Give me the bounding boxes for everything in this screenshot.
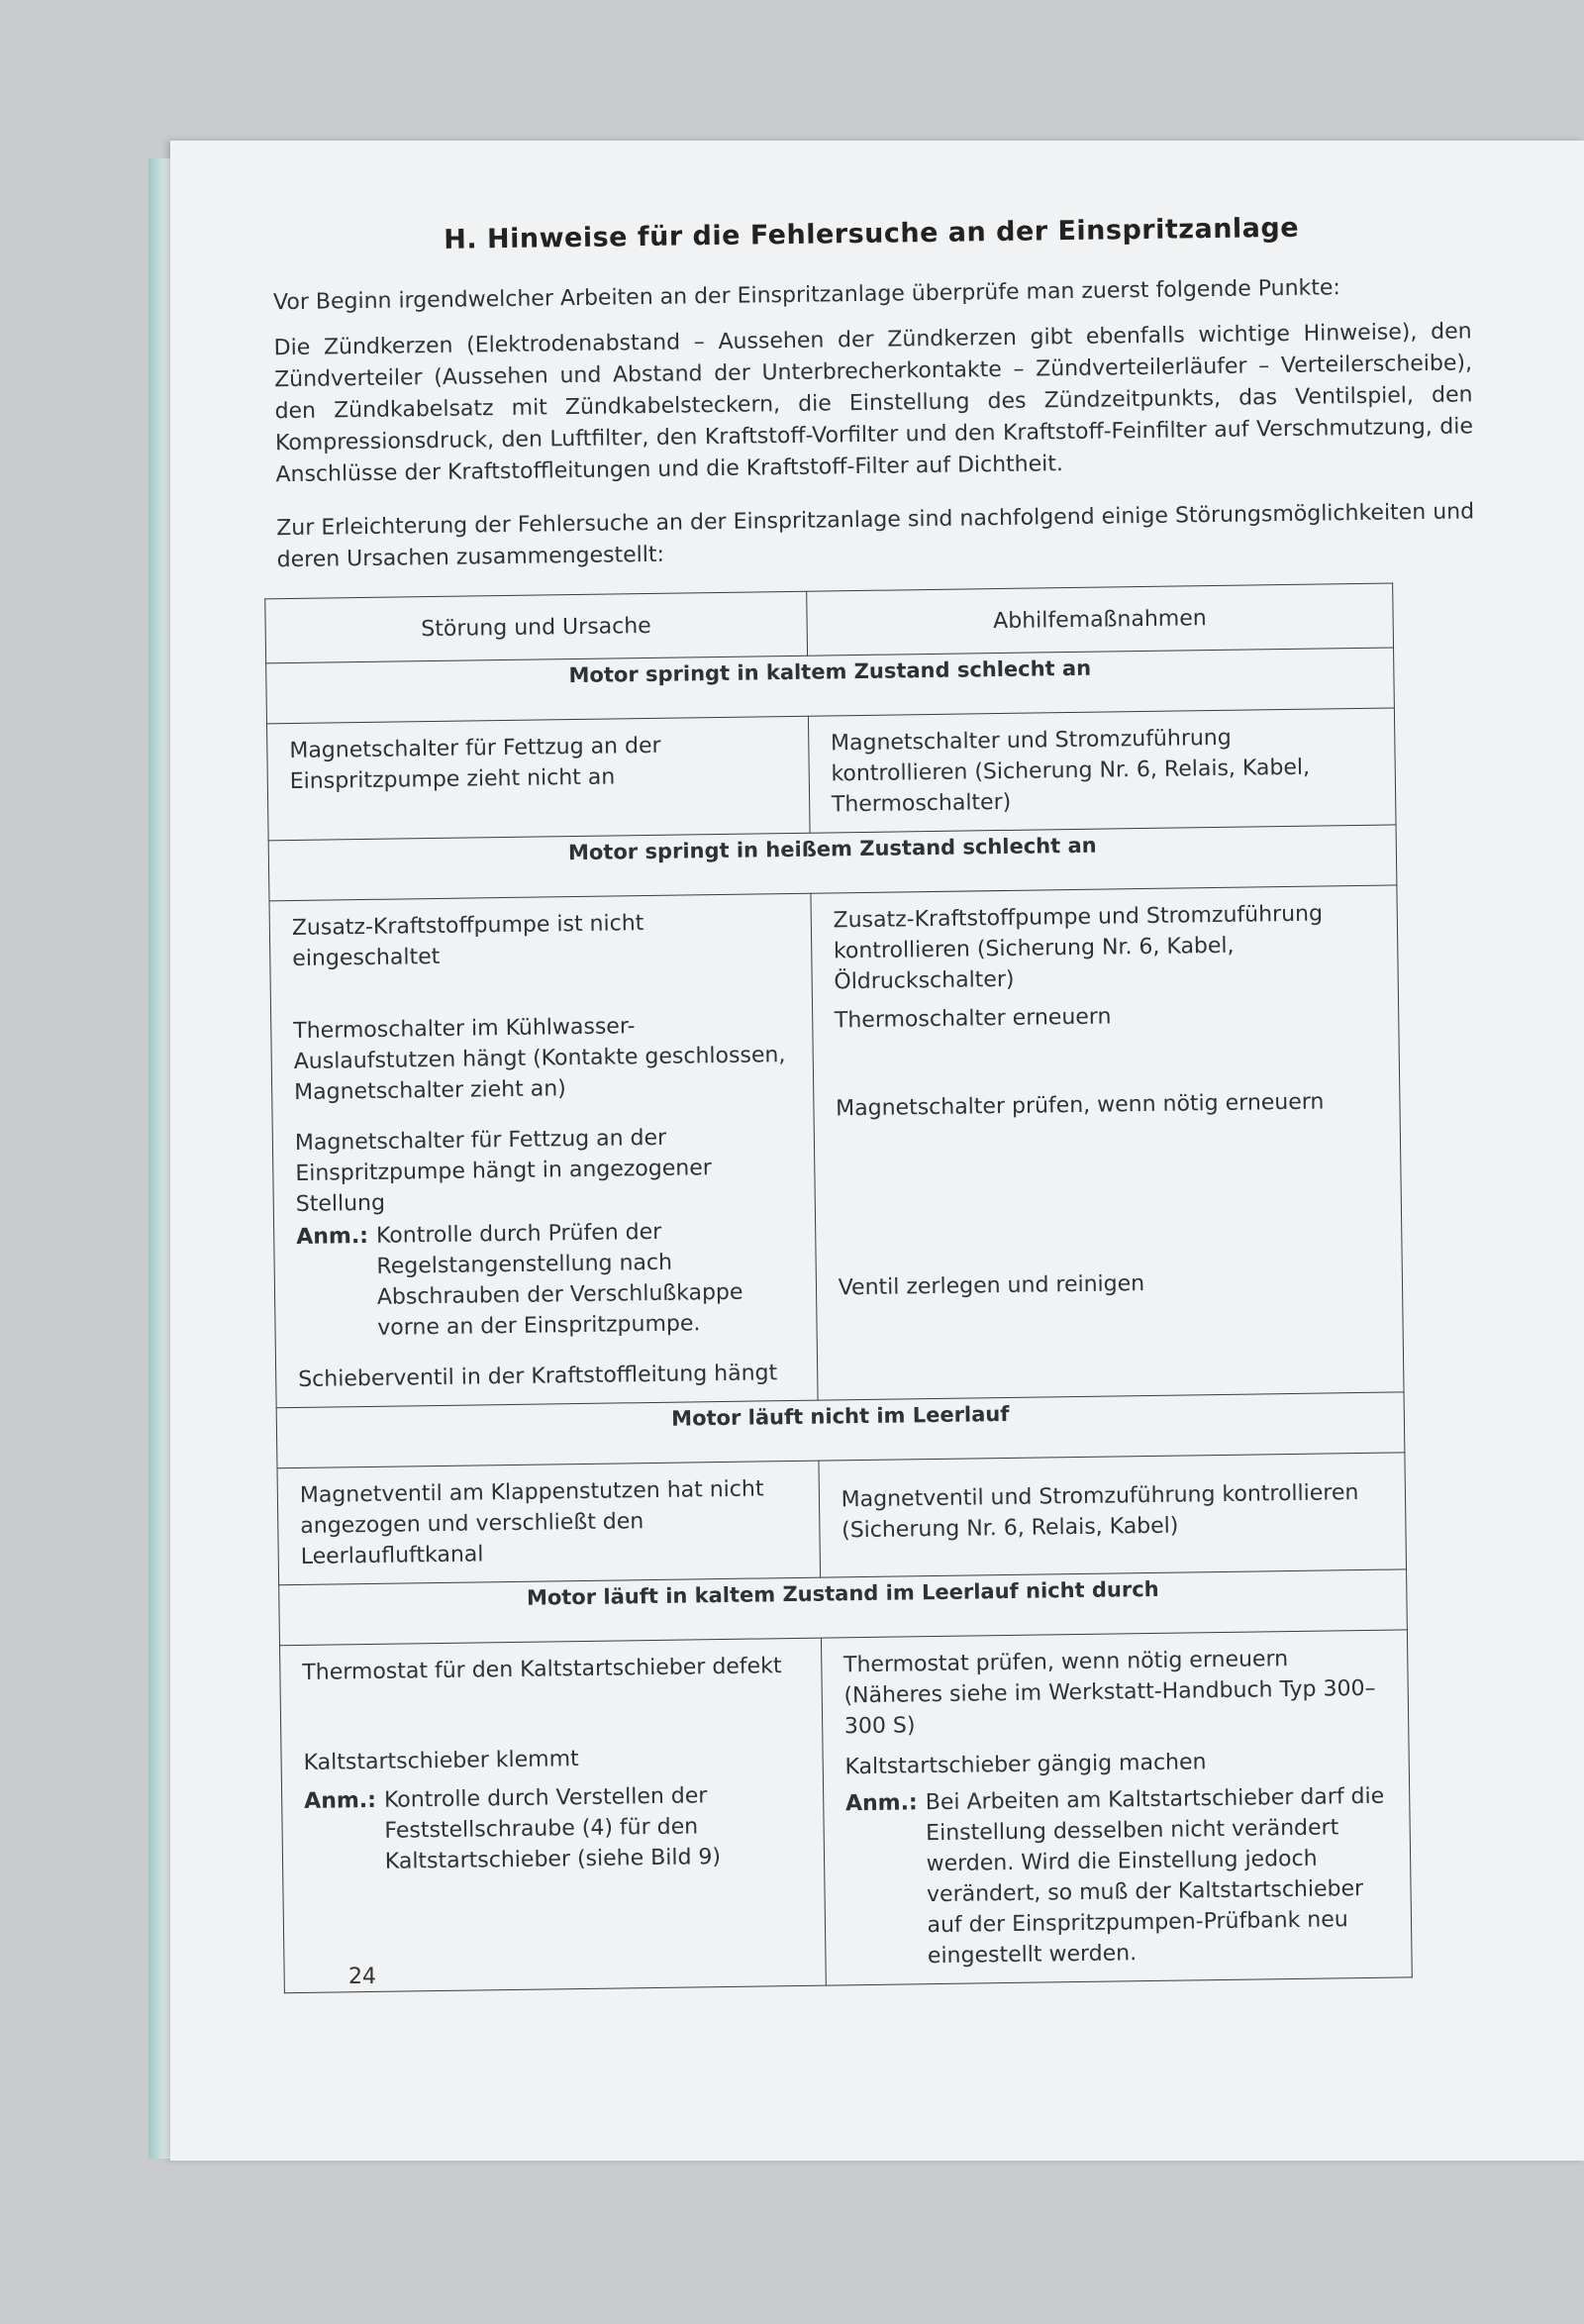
remedy-cell bbox=[808, 708, 1396, 833]
cause-cell bbox=[269, 893, 818, 1408]
note-text: Bei Arbeiten am Kaltstartschieber darf die Einstellung desselben nicht verändert werden. Wird die Einstellung jedoch verändert, so muß der Kaltstartschieber auf der Einspritzpumpen-Prüfbank neu eingestellt werden. bbox=[925, 1783, 1385, 1970]
section-title: Motor springt in kaltem Zustand schlecht an bbox=[266, 648, 1395, 724]
note-text: Kontrolle durch Verstellen der Feststellschraube (4) für den Kaltstartschieber (siehe Bild 9) bbox=[383, 1783, 722, 1874]
cause-item: Zusatz-Kraftstoffpumpe ist nicht eingeschaltet bbox=[291, 911, 644, 972]
checklist-paragraph: Die Zündkerzen (Elektrodenabstand – Aussehen der Zündkerzen gibt ebenfalls wichtige Hinweise), den Zündverteiler (Aussehen und Abstand der Unterbrecherkontakte – Zündverteilerläufer – Verteilerscheibe), den Zündkabelsatz mit Zündkabelsteckern, die Einstellung des Zündzeitpunkts, das Ventilspiel, den Kompressionsdruck, den Luftfilter, den Kraftstoff-Vorfilter und den Kraftstoff-Feinfilter auf Verschmutzung, die Anschlüsse der Kraftstoffleitungen und die Kraftstoff-Filter auf Dichtheit. bbox=[273, 319, 1474, 488]
cause-item: Magnetschalter für Fettzug an der Einspritzpumpe zieht nicht an bbox=[289, 733, 661, 795]
remedy-item: Zusatz-Kraftstoffpumpe und Stromzuführung kontrollieren (Sicherung Nr. 6, Kabel, Öldruckschalter) bbox=[833, 901, 1324, 995]
page-content bbox=[218, 210, 1549, 1994]
remedy-cell bbox=[821, 1630, 1412, 1985]
cause-cell bbox=[266, 716, 809, 841]
remedy-note bbox=[845, 1781, 1392, 1973]
section-title: Motor springt in heißem Zustand schlecht an bbox=[268, 825, 1397, 901]
cause-item: Schieberventil in der Kraftstoffleitung hängt bbox=[298, 1361, 778, 1392]
section-title: Motor läuft in kaltem Zustand im Leerlauf nicht durch bbox=[279, 1569, 1408, 1646]
table-row bbox=[279, 1630, 1412, 1993]
remedy-item: Magnetventil und Stromzuführung kontrollieren (Sicherung Nr. 6, Relais, Kabel) bbox=[841, 1480, 1359, 1544]
remedy-item: Magnetschalter prüfen, wenn nötig erneuern bbox=[836, 1089, 1325, 1122]
remedy-item: Ventil zerlegen und reinigen bbox=[838, 1271, 1145, 1301]
table-row bbox=[277, 1453, 1407, 1585]
troubleshooting-table bbox=[264, 582, 1413, 1993]
page-number: 24 bbox=[348, 1965, 376, 1989]
intro-paragraph: Vor Beginn irgendwelcher Arbeiten an der Einspritzanlage überprüfe man zuerst folgende Punkte: bbox=[272, 275, 1341, 316]
remedy-item: Thermostat prüfen, wenn nötig erneuern (Näheres siehe im Werkstatt-Handbuch Typ 300–300 S) bbox=[842, 1647, 1376, 1740]
header-remedy: Abhilfemaßnahmen bbox=[806, 583, 1393, 656]
section-title: Motor läuft nicht im Leerlauf bbox=[276, 1392, 1405, 1468]
table-row bbox=[269, 885, 1404, 1408]
cause-item: Thermoschalter im Kühlwasser-Auslaufstutzen hängt (Kontakte geschlossen, Magnetschalter zieht an) bbox=[293, 1014, 786, 1106]
cause-note bbox=[304, 1779, 804, 1878]
page-title: H. Hinweise für die Fehlersuche an der Einspritzanlage bbox=[444, 212, 1300, 255]
remedy-item: Thermoschalter erneuern bbox=[834, 1004, 1112, 1034]
remedy-item: Kaltstartschieber gängig machen bbox=[844, 1750, 1207, 1780]
table-row bbox=[266, 708, 1396, 841]
cause-item: Kaltstartschieber klemmt bbox=[303, 1747, 579, 1775]
note-label: Anm.: bbox=[296, 1223, 369, 1250]
cause-item: Magnetschalter für Fettzug an der Einspritzpumpe hängt in angezogener Stellung bbox=[294, 1125, 712, 1217]
cause-cell bbox=[279, 1638, 826, 1993]
cause-item: Thermostat für den Kaltstartschieber defekt bbox=[302, 1654, 782, 1685]
note-label: Anm.: bbox=[844, 1790, 918, 1817]
remedy-cell bbox=[819, 1453, 1407, 1577]
remedy-cell bbox=[811, 885, 1404, 1400]
cause-item: Magnetventil am Klappenstutzen hat nicht angezogen und verschließt den Leerlaufluftkanal bbox=[299, 1476, 764, 1569]
remedy-item: Magnetschalter und Stromzuführung kontrollieren (Sicherung Nr. 6, Relais, Kabel, Thermoschalter) bbox=[830, 725, 1311, 818]
table-intro-paragraph: Zur Erleichterung der Fehlersuche an der Einspritzanlage sind nachfolgend einige Störungsmöglichkeiten und deren Ursachen zusammengestellt: bbox=[276, 499, 1475, 573]
note-label: Anm.: bbox=[304, 1787, 377, 1814]
header-cause: Störung und Ursache bbox=[265, 591, 808, 663]
cause-cell bbox=[277, 1461, 820, 1585]
cause-note bbox=[296, 1215, 796, 1345]
note-text: Kontrolle durch Prüfen der Regelstangenstellung nach Abschrauben der Verschlußkappe vorne an der Einspritzpumpe. bbox=[375, 1219, 743, 1341]
